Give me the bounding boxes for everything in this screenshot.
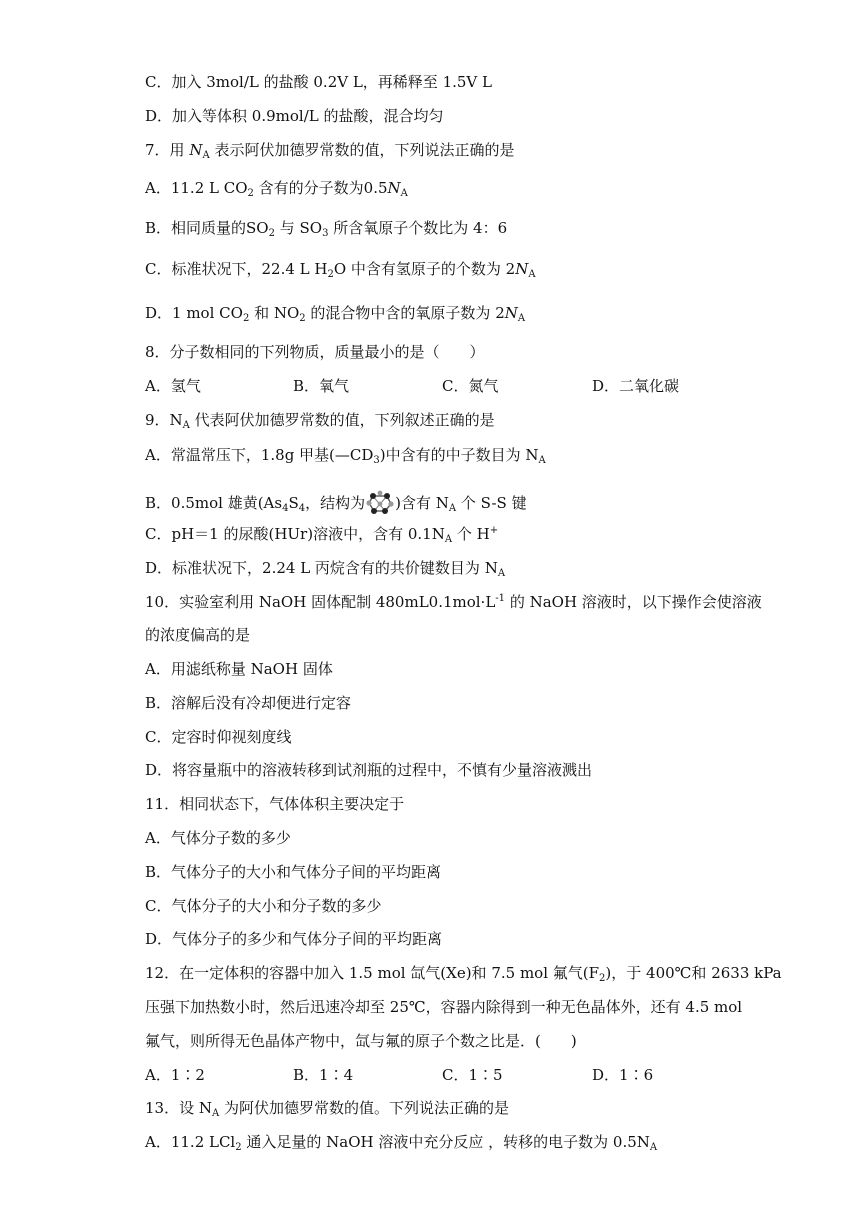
q10-option-d: D．将容量瓶中的溶液转移到试剂瓶的过程中，不慎有少量溶液溅出 — [145, 761, 593, 779]
q13-stem: 13．设 $N_A$ 为阿伏加德罗常数的值。下列说法正确的是 — [145, 1099, 509, 1119]
q11-option-d: D．气体分子的多少和气体分子间的平均距离 — [145, 930, 443, 948]
q11-option-a: A．气体分子数的多少 — [145, 829, 291, 847]
q8-option-b: B．氧气 — [293, 377, 350, 395]
q11-option-c: C．气体分子的大小和分子数的多少 — [145, 897, 382, 915]
q8-option-d: D．二氧化碳 — [592, 377, 680, 395]
q12-option-a: A．1∶2 — [145, 1066, 205, 1084]
q13-option-a: A．11.2 LCl$_2$ 通入足量的 NaOH 溶液中充分反应 ，转移的电子数为 $0.5N_A$ — [145, 1133, 658, 1153]
q7-option-d: D．1 mol $CO_2$ 和 $NO_2$ 的混合物中含的氧原子数为 $2N_A$ — [145, 304, 526, 324]
q10-option-b: B．溶解后没有冷却便进行定容 — [145, 694, 352, 712]
q8-option-c: C．氮气 — [442, 377, 499, 395]
q10-stem-2: 的浓度偏高的是 — [145, 626, 251, 644]
q8-stem: 8．分子数相同的下列物质，质量最小的是（ ） — [145, 343, 485, 361]
q12-stem-2: 压强下加热数小时，然后迅速冷却至 25℃，容器内除得到一种无色晶体外，还有 4.5 mol — [145, 998, 743, 1016]
q11-option-b: B．气体分子的大小和气体分子间的平均距离 — [145, 863, 442, 881]
q6-option-d: D．加入等体积 0.9mol/L 的盐酸，混合均匀 — [145, 107, 444, 125]
q12-option-d: D．1∶6 — [592, 1066, 654, 1084]
q9-option-a: A．常温常压下，1.8g 甲基$(—CD_3)$中含有的中子数目为 $N_A$ — [145, 446, 546, 466]
q7-option-b: B．相同质量的$SO_2$ 与 $SO_3$ 所含氧原子个数比为 4：6 — [145, 219, 508, 239]
q11-stem: 11．相同状态下，气体体积主要决定于 — [145, 795, 405, 813]
q7-stem: 7．用 $N_A$ 表示阿伏加德罗常数的值，下列说法正确的是 — [145, 141, 515, 161]
q10-option-a: A．用滤纸称量 NaOH 固体 — [145, 660, 333, 678]
q9-option-d: D．标准状况下，2.24 L 丙烷含有的共价键数目为 $N_A$ — [145, 559, 506, 579]
q9-option-b: B．0.5mol 雄黄($As_4S_4$，结构为 )含有 $N_A$ 个 S-S 键 — [145, 490, 527, 514]
q7-option-c: C．标准状况下，22.4 L $H_2O$ 中含有氢原子的个数为 $2N_A$ — [145, 260, 536, 280]
q9-stem: 9．$N_A$ 代表阿伏加德罗常数的值，下列叙述正确的是 — [145, 411, 495, 431]
as4s4-structure-icon — [365, 490, 395, 514]
q8-option-a: A．氢气 — [145, 377, 201, 395]
q12-stem-1: 12．在一定体积的容器中加入 1.5 mol 氙气(Xe)和 7.5 mol 氟气$(F_2)$，于 400℃和 2633 kPa — [145, 964, 782, 984]
q10-stem: 10．实验室利用 NaOH 固体配制 $480mL0.1mol\cdot L^{-1}$ 的 NaOH 溶液时，以下操作会使溶液 — [145, 593, 762, 611]
q9-option-c: C．pH＝1 的尿酸(HUr)溶液中，含有 $0.1N_A$ 个 H+ — [145, 525, 499, 545]
q10-option-c: C．定容时仰视刻度线 — [145, 728, 292, 746]
q7-option-a: A．11.2 L $CO_2$ 含有的分子数为$0.5N_A$ — [145, 179, 408, 199]
q12-option-c: C．1∶5 — [442, 1066, 503, 1084]
q6-option-c: C．加入 3mol/L 的盐酸 0.2V L，再稀释至 1.5V L — [145, 73, 492, 91]
q12-stem-3: 氟气，则所得无色晶体产物中，氙与氟的原子个数之比是．( ) — [145, 1032, 577, 1050]
q12-option-b: B．1∶4 — [293, 1066, 354, 1084]
